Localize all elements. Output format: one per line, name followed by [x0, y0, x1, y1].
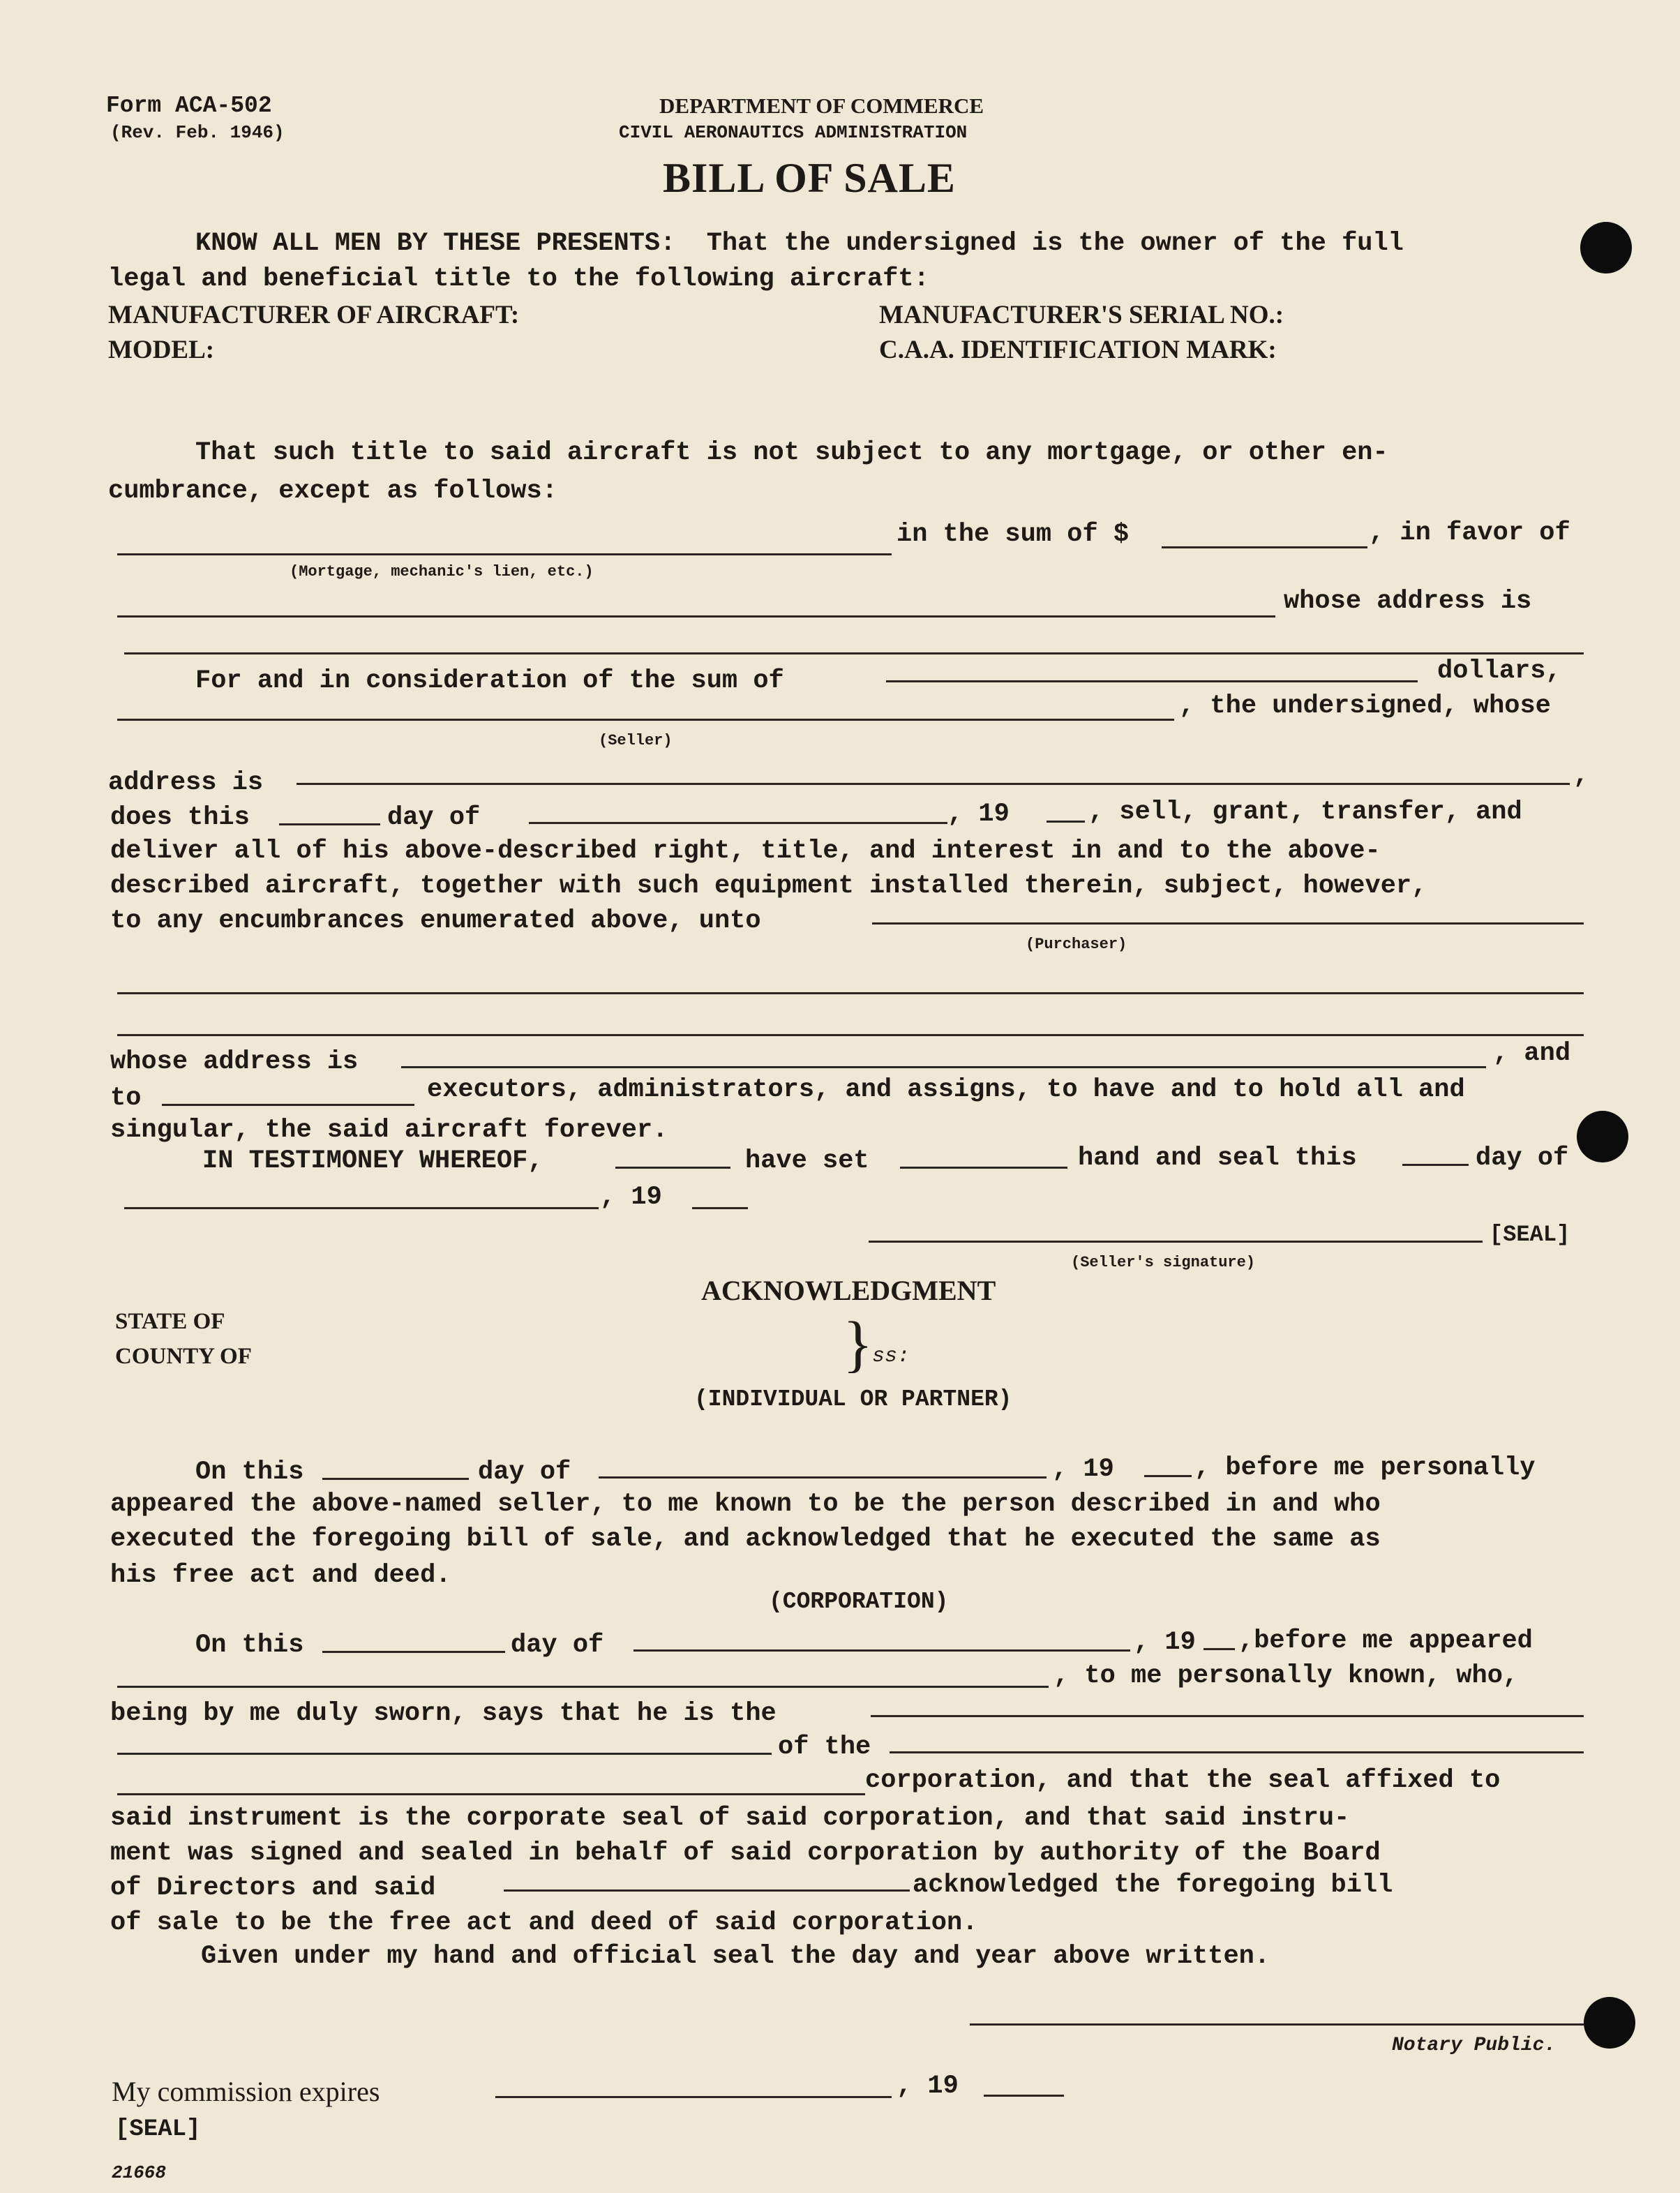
dollars-label: dollars, [1437, 657, 1561, 686]
favor-address-field[interactable] [124, 652, 1584, 654]
administration-name: CIVIL AERONAUTICS ADMINISTRATION [619, 122, 968, 143]
purchaser-pronoun-field[interactable] [162, 1104, 414, 1106]
purchaser-name-field-2[interactable] [117, 992, 1584, 994]
address-comma: , [1573, 761, 1589, 791]
commission-year-label: , 19 [897, 2072, 959, 2101]
page-title: BILL OF SALE [663, 155, 956, 201]
corp-title-field-2[interactable] [117, 1753, 772, 1755]
punch-hole-middle [1577, 1111, 1628, 1162]
footer-code: 21668 [112, 2162, 167, 2183]
individual-heading: (INDIVIDUAL OR PARTNER) [694, 1386, 1012, 1412]
testimony-day-field[interactable] [1402, 1164, 1469, 1166]
caa-mark-label: C.A.A. IDENTIFICATION MARK: [879, 336, 1277, 364]
venue-brace: } [843, 1310, 873, 1379]
state-of-label: STATE OF [115, 1309, 225, 1334]
commission-year-field[interactable] [984, 2095, 1064, 2097]
corp-known-label: , to me personally known, who, [1053, 1661, 1519, 1691]
unto-line: to any encumbrances enumerated above, unto [110, 906, 761, 936]
consideration-amount-field[interactable] [886, 680, 1418, 682]
does-this-label: does this [110, 803, 250, 832]
sale-year-label: , 19 [947, 800, 1010, 829]
ind-before-label: , before me personally [1194, 1453, 1536, 1483]
corp-directors-label: of Directors and said [110, 1873, 436, 1903]
seller-caption: (Seller) [599, 732, 673, 749]
ind-month-field[interactable] [599, 1476, 1047, 1479]
corp-on-this-label: On this [195, 1631, 304, 1660]
corp-of-the-label: of the [778, 1732, 871, 1762]
testimony-pronoun-field[interactable] [900, 1167, 1067, 1169]
corp-acknowledged-label: acknowledged the foregoing bill [913, 1871, 1393, 1900]
ind-day-of-label: day of [478, 1458, 571, 1487]
testimony-label: IN TESTIMONEY WHEREOF, [202, 1146, 543, 1176]
sum-field[interactable] [1162, 546, 1367, 548]
commission-label: My commission expires [112, 2076, 380, 2107]
favor-name-field[interactable] [117, 615, 1275, 618]
ind-day-field[interactable] [322, 1478, 469, 1480]
punch-hole-bottom [1584, 1997, 1635, 2049]
consideration-label: For and in consideration of the sum of [195, 666, 784, 696]
testimony-who-field[interactable] [615, 1167, 730, 1169]
purchaser-address-label: whose address is [110, 1047, 359, 1077]
ind-year-label: , 19 [1052, 1455, 1114, 1484]
given-line: Given under my hand and official seal the day and year above written. [201, 1942, 1270, 1971]
have-set-label: have set [745, 1146, 869, 1176]
to-label: to [110, 1084, 142, 1113]
corp-ment-line: ment was signed and sealed in behalf of said corporation by authority of the Board [110, 1839, 1381, 1868]
county-of-label: COUNTY OF [115, 1344, 252, 1369]
ind-line-3: executed the foregoing bill of sale, and acknowledged that he executed the same as [110, 1525, 1381, 1554]
encumbrance-line-2: cumbrance, except as follows: [108, 477, 557, 506]
department-name: DEPARTMENT OF COMMERCE [659, 93, 984, 118]
notary-seal: [SEAL] [115, 2116, 201, 2143]
whose-address-label: whose address is [1284, 587, 1532, 616]
ss-label: ss: [872, 1345, 910, 1368]
sale-day-field[interactable] [279, 823, 380, 825]
singular-line: singular, the said aircraft forever. [110, 1116, 668, 1145]
intro-line-1: KNOW ALL MEN BY THESE PRESENTS: That the undersigned is the owner of the full [195, 229, 1404, 258]
corp-year-field[interactable] [1203, 1648, 1235, 1650]
manufacturer-label: MANUFACTURER OF AIRCRAFT: [108, 301, 520, 329]
purchaser-address-field[interactable] [401, 1066, 1486, 1068]
undersigned-label: , the undersigned, whose [1179, 691, 1551, 721]
testimony-year-label: , 19 [600, 1183, 662, 1212]
purchaser-name-field-3[interactable] [117, 1034, 1584, 1036]
seller-signature-field[interactable] [869, 1241, 1483, 1243]
testimony-day-of-label: day of [1476, 1144, 1569, 1173]
notary-signature-field[interactable] [970, 2023, 1584, 2026]
testimony-month-field[interactable] [124, 1207, 599, 1209]
form-number: Form ACA-502 [106, 93, 272, 119]
sale-day-of-label: day of [387, 803, 481, 832]
purchaser-name-field[interactable] [872, 922, 1584, 925]
seller-name-field[interactable] [117, 719, 1174, 721]
sale-year-field[interactable] [1047, 821, 1085, 823]
hand-seal-label: hand and seal this [1078, 1144, 1357, 1173]
corp-name-field[interactable] [890, 1751, 1584, 1753]
corp-corporation-label: corporation, and that the seal affixed to [865, 1766, 1501, 1795]
executors-line: executors, administrators, and assigns, to have and to hold all and [427, 1075, 1465, 1105]
ind-line-2: appeared the above-named seller, to me known to be the person described in and who [110, 1490, 1381, 1519]
model-label: MODEL: [108, 336, 215, 364]
intro-line-2: legal and beneficial title to the following aircraft: [108, 264, 929, 294]
corp-sworn-label: being by me duly sworn, says that he is the [110, 1699, 777, 1728]
encumbrance-line-1: That such title to said aircraft is not subject to any mortgage, or other en- [195, 438, 1388, 467]
corp-officer-field[interactable] [504, 1889, 910, 1892]
sell-grant-label: , sell, grant, transfer, and [1088, 798, 1522, 827]
address-is-label: address is [108, 768, 264, 798]
corporation-heading: (CORPORATION) [769, 1589, 949, 1615]
sum-label: in the sum of $ [897, 520, 1130, 549]
notary-caption: Notary Public. [1392, 2035, 1557, 2056]
acknowledgment-heading: ACKNOWLEDGMENT [701, 1275, 996, 1306]
ind-year-field[interactable] [1144, 1475, 1192, 1477]
seller-address-field[interactable] [297, 783, 1570, 785]
sale-month-field[interactable] [529, 822, 947, 824]
mortgage-field[interactable] [117, 553, 892, 555]
corp-month-field[interactable] [633, 1649, 1130, 1652]
punch-hole-top [1580, 222, 1632, 274]
and-label: , and [1493, 1039, 1571, 1068]
purchaser-caption: (Purchaser) [1026, 936, 1127, 953]
testimony-year-field[interactable] [692, 1207, 748, 1209]
corp-title-field[interactable] [871, 1715, 1584, 1717]
corp-person-field[interactable] [117, 1686, 1049, 1688]
corp-before-label: ,before me appeared [1238, 1626, 1533, 1656]
favor-label: , in favor of [1369, 518, 1570, 548]
corp-name-field-2[interactable] [117, 1793, 865, 1795]
corp-instrument-line: said instrument is the corporate seal of said corporation, and that said instru- [110, 1804, 1350, 1833]
deliver-line: deliver all of his above-described right, title, and interest in and to the above- [110, 837, 1381, 866]
mortgage-caption: (Mortgage, mechanic's lien, etc.) [290, 563, 594, 581]
seller-seal: [SEAL] [1490, 1222, 1570, 1248]
serial-number-label: MANUFACTURER'S SERIAL NO.: [879, 301, 1284, 329]
corp-day-field[interactable] [322, 1651, 505, 1653]
seller-signature-caption: (Seller's signature) [1071, 1254, 1256, 1271]
corp-free-act-line: of sale to be the free act and deed of said corporation. [110, 1908, 978, 1938]
described-line: described aircraft, together with such equipment installed therein, subject, however, [110, 871, 1427, 901]
corp-day-of-label: day of [511, 1631, 604, 1660]
form-revision: (Rev. Feb. 1946) [110, 122, 285, 143]
ind-on-this-label: On this [195, 1458, 304, 1487]
commission-date-field[interactable] [495, 2096, 892, 2098]
corp-year-label: , 19 [1134, 1628, 1196, 1657]
ind-line-4: his free act and deed. [110, 1561, 451, 1590]
